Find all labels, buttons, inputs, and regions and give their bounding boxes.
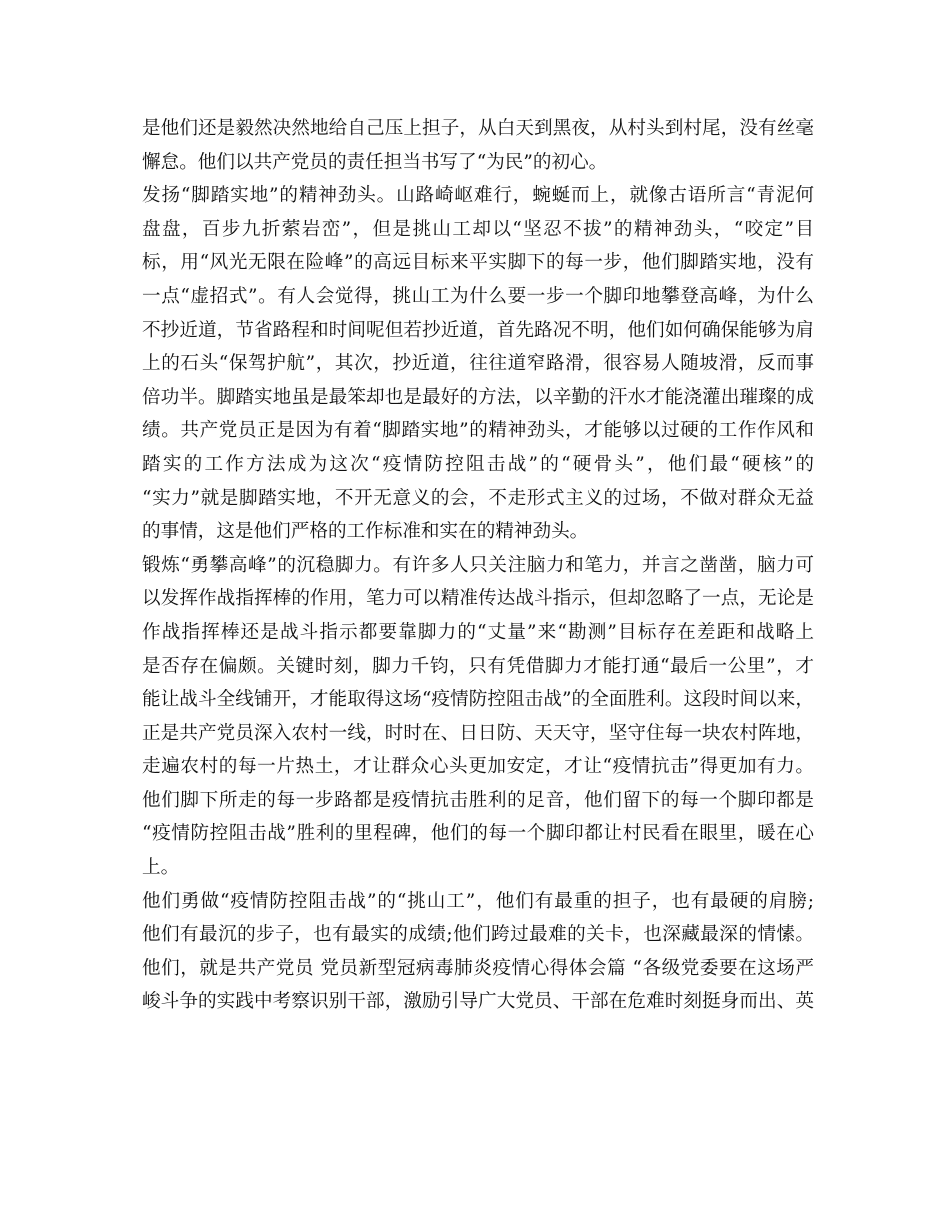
text-line: 上。 xyxy=(142,857,180,879)
text-line: 盘盘，百步九折萦岩峦”，但是挑山工却以“坚忍不拔”的精神劲头，“咬定”目 xyxy=(142,218,814,240)
text-line: 倍功半。脚踏实地虽是最笨却也是最好的方法，以辛勤的汗水才能浇灌出璀璨的成 xyxy=(142,386,814,408)
text-line: 的事情，这是他们严格的工作标准和实在的精神劲头。 xyxy=(142,521,589,543)
text-line: 是否存在偏颇。关键时刻，脚力千钧，只有凭借脚力才能打通“最后一公里”，才 xyxy=(142,655,814,677)
text-line: “疫情防控阻击战”胜利的里程碑，他们的每一个脚印都让村民看在眼里，暖在心 xyxy=(142,823,814,845)
text-line: 一点“虚招式”。有人会觉得，挑山工为什么要一步一个脚印地攀登高峰，为什么 xyxy=(142,285,814,307)
text-line: 不抄近道，节省路程和时间呢但若抄近道，首先路况不明，他们如何确保能够为肩 xyxy=(142,319,814,341)
text-line: 锻炼“勇攀高峰”的沉稳脚力。有许多人只关注脑力和笔力，并言之凿凿，脑力可 xyxy=(142,554,814,576)
text-line: “实力”就是脚踏实地，不开无意义的会，不走形式主义的过场，不做对群众无益 xyxy=(142,487,814,509)
text-line: 他们脚下所走的每一步路都是疫情抗击胜利的足音，他们留下的每一个脚印都是 xyxy=(142,789,814,811)
text-line: 发扬“脚踏实地”的精神劲头。山路崎岖难行，蜿蜒而上，就像古语所言“青泥何 xyxy=(142,185,814,207)
text-line: 能让战斗全线铺开，才能取得这场“疫情防控阻击战”的全面胜利。这段时间以来， xyxy=(142,689,814,711)
text-line: 踏实的工作方法成为这次“疫情防控阻击战”的“硬骨头”，他们最“硬核”的 xyxy=(142,453,814,475)
text-line: 是他们还是毅然决然地给自己压上担子，从白天到黑夜，从村头到村尾，没有丝毫 xyxy=(142,118,814,139)
text-line: 他们有最沉的步子，也有最实的成绩;他们跨过最难的关卡，也深藏最深的情愫。 xyxy=(142,924,814,946)
text-line: 正是共产党员深入农村一线，时时在、日日防、天天守，坚守住每一块农村阵地， xyxy=(142,722,814,744)
text-line: 标，用“风光无限在险峰”的高远目标来平实脚下的每一步，他们脚踏实地，没有 xyxy=(142,252,814,274)
text-line: 懈怠。他们以共产党员的责任担当书写了“为民”的初心。 xyxy=(142,151,608,173)
text-line: 走遍农村的每一片热土，才让群众心头更加安定，才让“疫情抗击”得更加有力。 xyxy=(142,756,814,778)
text-line: 作战指挥棒还是战斗指示都要靠脚力的“丈量”来“勘测”目标存在差距和战略上 xyxy=(142,621,814,643)
text-line: 他们，就是共产党员 党员新型冠病毒肺炎疫情心得体会篇 “各级党委要在这场严 xyxy=(142,957,814,979)
text-line: 以发挥作战指挥棒的作用，笔力可以精准传达战斗指示，但却忽略了一点，无论是 xyxy=(142,588,814,610)
text-line: 上的石头“保驾护航”，其次，抄近道，往往道窄路滑，很容易人随坡滑，反而事 xyxy=(142,353,814,375)
document-body xyxy=(142,112,814,1019)
text-line: 他们勇做“疫情防控阻击战”的“挑山工”，他们有最重的担子，也有最硬的肩膀; xyxy=(142,890,814,912)
text-line: 绩。共产党员正是因为有着“脚踏实地”的精神劲头，才能够以过硬的工作作风和 xyxy=(142,420,814,442)
text-line: 峻斗争的实践中考察识别干部，激励引导广大党员、干部在危难时刻挺身而出、英 xyxy=(142,991,814,1013)
